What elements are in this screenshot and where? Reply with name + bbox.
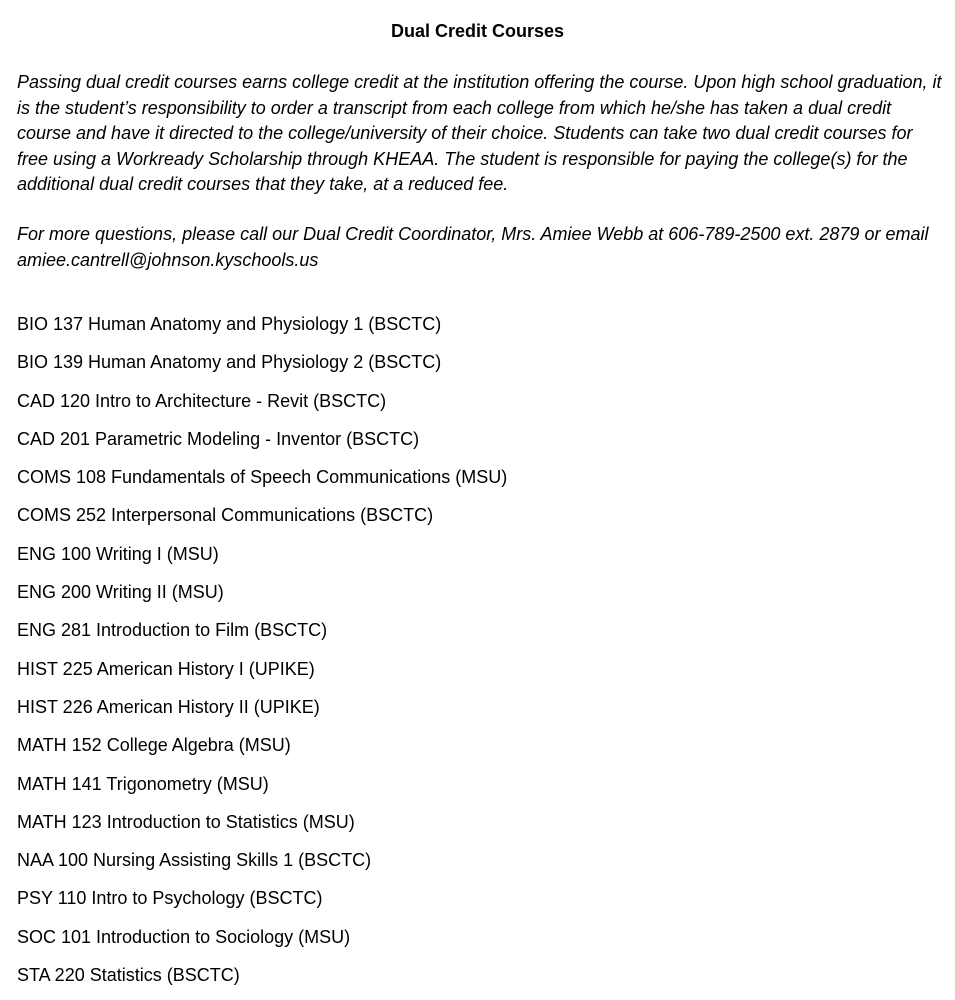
course-item: BIO 139 Human Anatomy and Physiology 2 (BSCTC)	[17, 352, 442, 373]
course-item: ENG 281 Introduction to Film (BSCTC)	[17, 620, 328, 641]
course-item: ENG 200 Writing II (MSU)	[17, 582, 224, 603]
course-item: COMS 252 Interpersonal Communications (BSCTC)	[17, 505, 434, 526]
course-item: CAD 120 Intro to Architecture - Revit (BSCTC)	[17, 390, 387, 411]
course-item: PSY 110 Intro to Psychology (BSCTC)	[17, 888, 323, 909]
course-item: ENG 100 Writing I (MSU)	[17, 543, 219, 564]
course-item: NAA 100 Nursing Assisting Skills 1 (BSCTC)	[17, 850, 372, 871]
course-item: MATH 141 Trigonometry (MSU)	[17, 773, 269, 794]
course-item: HIST 225 American History I (UPIKE)	[17, 658, 315, 679]
course-item: CAD 201 Parametric Modeling - Inventor (BSCTC)	[17, 428, 420, 449]
course-item: MATH 123 Introduction to Statistics (MSU)	[17, 811, 355, 832]
course-item: COMS 108 Fundamentals of Speech Communications (MSU)	[17, 467, 508, 488]
intro-paragraph: Passing dual credit courses earns college credit at the institution offering the course. Upon high school graduation, it is the student’s responsibility to order a transcript from each college from which he/she has taken a dual credit course and have it directed to the college/university of their choice. Students can take two dual credit courses for free using a Workready Scholarship through KHEAA. The student is responsible for paying the college(s) for the additional dual credit courses that they take, at a reduced fee.	[17, 72, 942, 195]
course-item: HIST 226 American History II (UPIKE)	[17, 696, 320, 717]
page-title: Dual Credit Courses	[390, 21, 565, 41]
course-item: BIO 137 Human Anatomy and Physiology 1 (BSCTC)	[17, 314, 442, 334]
contact-paragraph: For more questions, please call our Dual Credit Coordinator, Mrs. Amiee Webb at 606-789-2500 ext. 2879 or email amiee.cantrell@johnson.kyschools.us	[17, 224, 929, 270]
course-item: STA 220 Statistics (BSCTC)	[17, 965, 240, 986]
course-item: MATH 152 College Algebra (MSU)	[17, 735, 291, 756]
course-item: SOC 101 Introduction to Sociology (MSU)	[17, 926, 351, 947]
course-list	[17, 311, 507, 1000]
